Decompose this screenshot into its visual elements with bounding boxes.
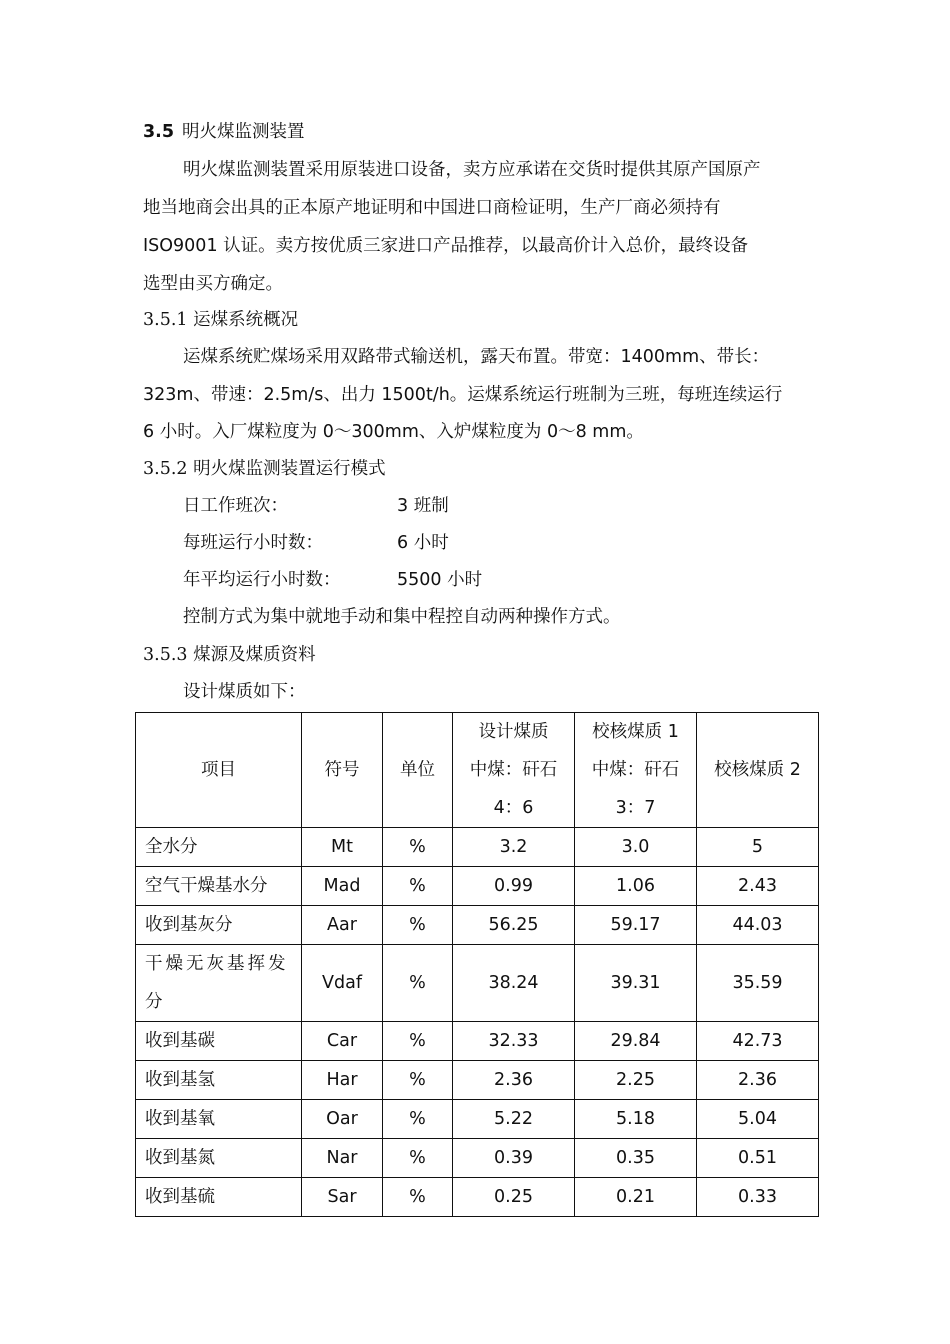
mode-label: 年平均运行小时数： <box>183 570 341 590</box>
row-check2-value: 5.04 <box>697 1100 819 1139</box>
subsection-heading-1: 3.5.1 运煤系统概况 <box>143 310 299 330</box>
row-design-value: 32.33 <box>453 1022 575 1061</box>
row-unit: % <box>383 1178 453 1217</box>
mode-value: 5500 小时 <box>397 570 483 590</box>
mode-label: 每班运行小时数： <box>183 533 323 553</box>
mode-value: 3 班制 <box>397 496 449 516</box>
row-check2-value: 0.51 <box>697 1139 819 1178</box>
header-symbol: 符号 <box>302 713 383 828</box>
table-row <box>136 867 819 906</box>
row-unit: % <box>383 906 453 945</box>
row-unit: % <box>383 828 453 867</box>
paragraph-line: 选型由买方确定。 <box>143 274 283 294</box>
table-row <box>136 945 819 1022</box>
row-check2-value: 0.33 <box>697 1178 819 1217</box>
row-design-value: 0.25 <box>453 1178 575 1217</box>
section-heading <box>143 113 305 151</box>
row-symbol: Oar <box>302 1100 383 1139</box>
row-design-value: 38.24 <box>453 945 575 1022</box>
subsection-heading-2: 3.5.2 明火煤监测装置运行模式 <box>143 459 386 479</box>
mode-value: 6 小时 <box>397 533 449 553</box>
table-row <box>136 1100 819 1139</box>
paragraph-line: ISO9001 认证。卖方按优质三家进口产品推荐，以最高价计入总价，最终设备 <box>143 236 749 256</box>
table-row <box>136 1061 819 1100</box>
row-symbol: Car <box>302 1022 383 1061</box>
header-check1-line: 校核煤质 1 <box>592 722 679 742</box>
row-name: 干燥无灰基挥发分 <box>136 945 302 1022</box>
header-check-coal-1 <box>575 713 697 828</box>
row-check2-value: 35.59 <box>697 945 819 1022</box>
row-unit: % <box>383 1139 453 1178</box>
row-check1-value: 29.84 <box>575 1022 697 1061</box>
header-check-coal-2: 校核煤质 2 <box>697 713 819 828</box>
table-row <box>136 828 819 867</box>
coal-quality-table <box>135 712 819 1217</box>
row-check1-value: 2.25 <box>575 1061 697 1100</box>
row-unit: % <box>383 1100 453 1139</box>
row-check1-value: 39.31 <box>575 945 697 1022</box>
row-name: 收到基氮 <box>136 1139 302 1178</box>
header-item: 项目 <box>136 713 302 828</box>
row-symbol: Nar <box>302 1139 383 1178</box>
header-design-line: 设计煤质 <box>478 722 549 742</box>
mode-label: 日工作班次： <box>183 496 288 516</box>
row-design-value: 2.36 <box>453 1061 575 1100</box>
row-check2-value: 5 <box>697 828 819 867</box>
header-design-coal <box>453 713 575 828</box>
row-check2-value: 44.03 <box>697 906 819 945</box>
row-check1-value: 0.35 <box>575 1139 697 1178</box>
paragraph-line: 地当地商会出具的正本原产地证明和中国进口商检证明，生产厂商必须持有 <box>143 198 721 218</box>
row-design-value: 0.99 <box>453 867 575 906</box>
row-check2-value: 2.43 <box>697 867 819 906</box>
row-check2-value: 42.73 <box>697 1022 819 1061</box>
header-design-line: 4：6 <box>493 798 534 818</box>
table-row <box>136 906 819 945</box>
row-check1-value: 0.21 <box>575 1178 697 1217</box>
paragraph-line: 明火煤监测装置采用原装进口设备，卖方应承诺在交货时提供其原产国原产 <box>183 160 761 180</box>
row-check1-value: 59.17 <box>575 906 697 945</box>
row-design-value: 0.39 <box>453 1139 575 1178</box>
header-unit: 单位 <box>383 713 453 828</box>
subsection-heading-3: 3.5.3 煤源及煤质资料 <box>143 645 316 665</box>
row-design-value: 5.22 <box>453 1100 575 1139</box>
table-header-row <box>136 713 819 828</box>
row-symbol: Aar <box>302 906 383 945</box>
table-row <box>136 1139 819 1178</box>
paragraph-line: 6 小时。入厂煤粒度为 0～300mm、入炉煤粒度为 0～8 mm。 <box>143 422 644 442</box>
header-check1-line: 3：7 <box>615 798 656 818</box>
header-design-line: 中煤：矸石 <box>469 760 558 780</box>
row-name: 收到基氧 <box>136 1100 302 1139</box>
control-mode-text: 控制方式为集中就地手动和集中程控自动两种操作方式。 <box>183 607 621 627</box>
paragraph-line: 运煤系统贮煤场采用双路带式输送机，露天布置。带宽：1400mm、带长： <box>183 347 770 367</box>
row-symbol: Sar <box>302 1178 383 1217</box>
row-unit: % <box>383 1061 453 1100</box>
table-row <box>136 1022 819 1061</box>
row-unit: % <box>383 945 453 1022</box>
row-name: 收到基碳 <box>136 1022 302 1061</box>
row-name: 收到基氢 <box>136 1061 302 1100</box>
row-design-value: 56.25 <box>453 906 575 945</box>
row-symbol: Mad <box>302 867 383 906</box>
row-check2-value: 2.36 <box>697 1061 819 1100</box>
row-check1-value: 1.06 <box>575 867 697 906</box>
table-intro: 设计煤质如下： <box>183 682 306 702</box>
row-unit: % <box>383 867 453 906</box>
row-check1-value: 5.18 <box>575 1100 697 1139</box>
row-name: 收到基硫 <box>136 1178 302 1217</box>
row-check1-value: 3.0 <box>575 828 697 867</box>
table-row <box>136 1178 819 1217</box>
row-name: 收到基灰分 <box>136 906 302 945</box>
row-name: 空气干燥基水分 <box>136 867 302 906</box>
paragraph-line: 323m、带速：2.5m/s、出力 1500t/h。运煤系统运行班制为三班，每班连续运行 <box>143 385 783 405</box>
row-symbol: Mt <box>302 828 383 867</box>
row-design-value: 3.2 <box>453 828 575 867</box>
row-name: 全水分 <box>136 828 302 867</box>
section-title: 明火煤监测装置 <box>182 122 305 142</box>
section-number: 3.5 <box>143 122 175 142</box>
row-symbol: Vdaf <box>302 945 383 1022</box>
header-check1-line: 中煤：矸石 <box>591 760 680 780</box>
row-symbol: Har <box>302 1061 383 1100</box>
row-unit: % <box>383 1022 453 1061</box>
